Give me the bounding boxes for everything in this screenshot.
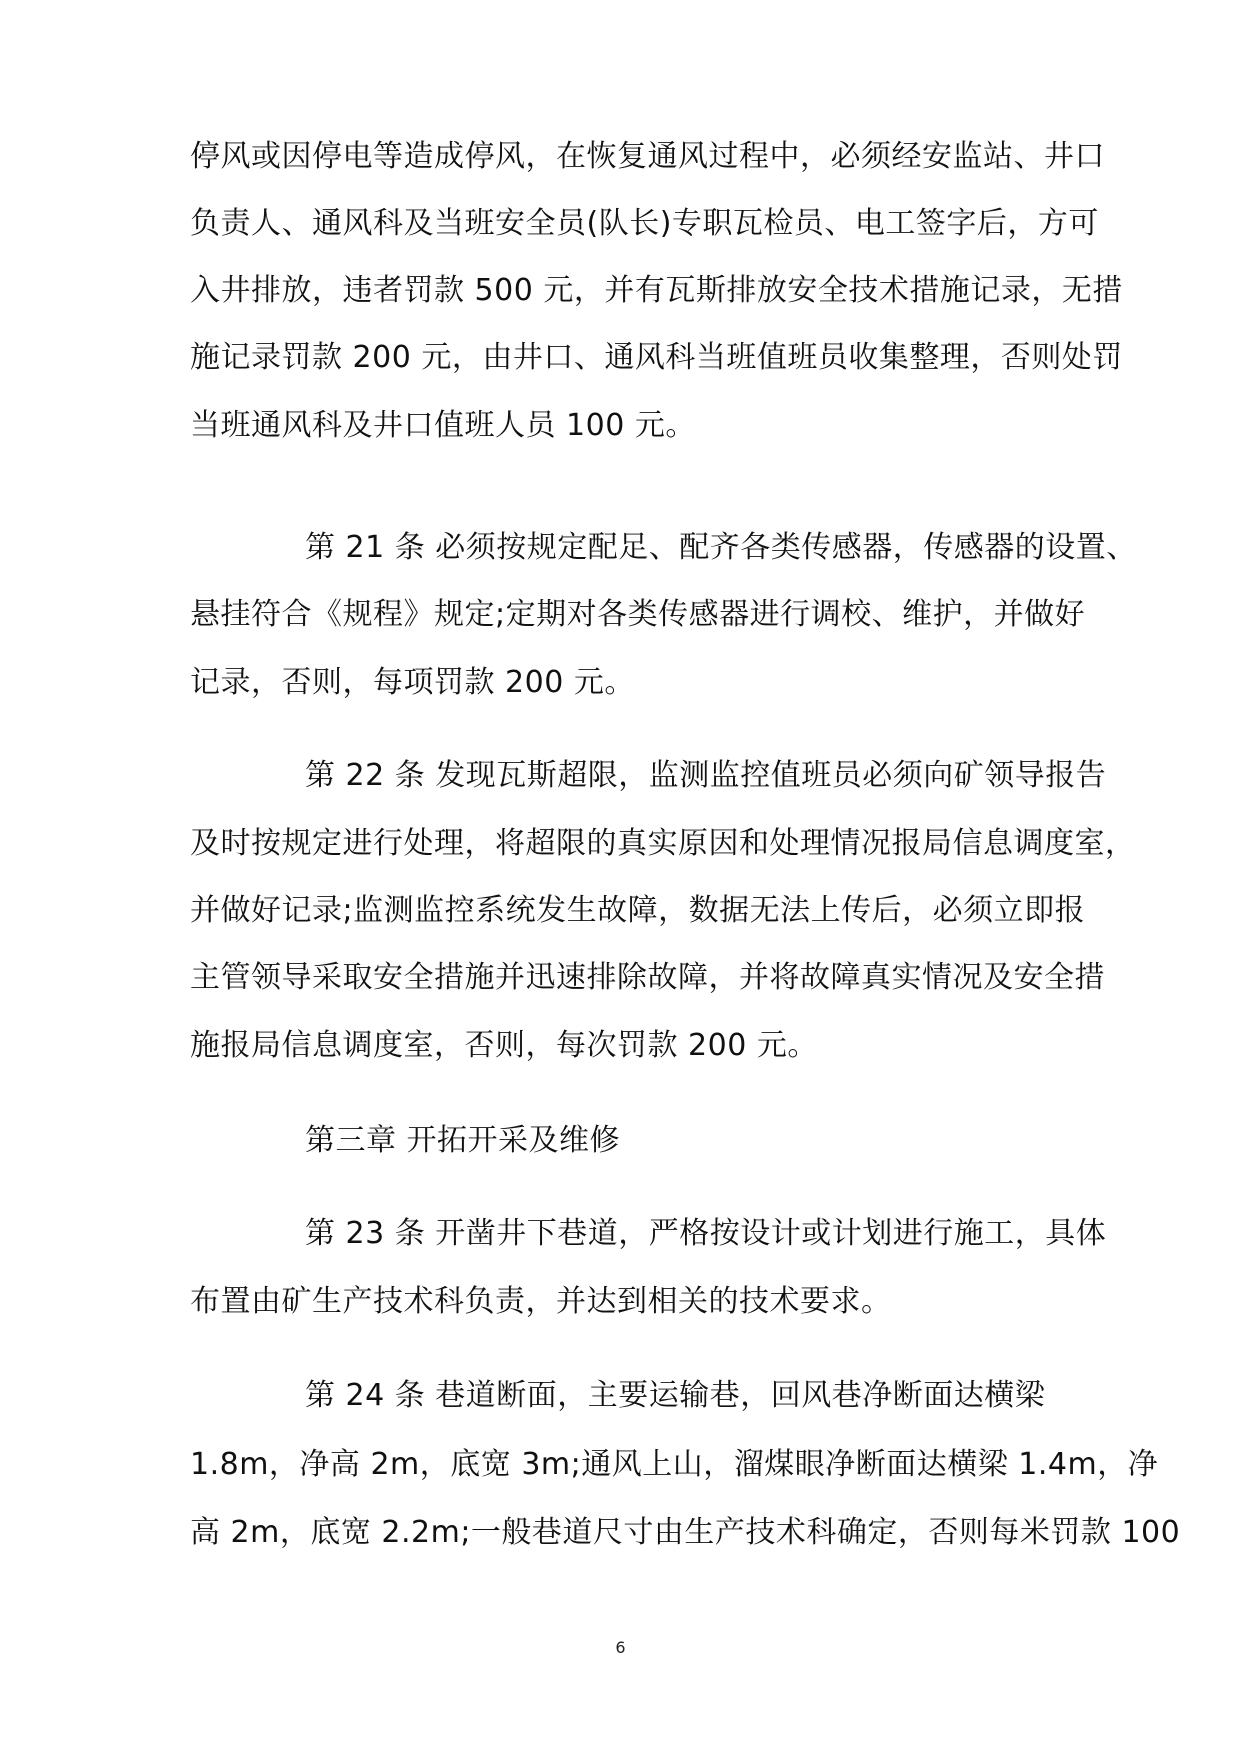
text-line: 高 2m，底宽 2.2m;一般巷道尺寸由生产技术科确定，否则每米罚款 100 [190, 1515, 1181, 1550]
text-line: 停风或因停电等造成停风，在恢复通风过程中，必须经安监站、井口 [190, 139, 1105, 174]
chapter-three-heading: 第三章 开拓开采及维修 [305, 1123, 621, 1158]
text-line: 记录，否则，每项罚款 200 元。 [190, 665, 635, 700]
text-line: 施报局信息调度室，否则，每次罚款 200 元。 [190, 1028, 818, 1063]
article-21-heading-line: 第 21 条 必须按规定配足、配齐各类传感器，传感器的设置、 [305, 530, 1137, 565]
text-line: 入井排放，违者罚款 500 元，并有瓦斯排放安全技术措施记录，无措 [190, 273, 1123, 308]
page-number: 6 [615, 1638, 626, 1657]
text-line: 主管领导采取安全措施并迅速排除故障，并将故障真实情况及安全措 [190, 960, 1105, 995]
text-line: 施记录罚款 200 元，由井口、通风科当班值班员收集整理，否则处罚 [190, 340, 1123, 375]
article-23-heading-line: 第 23 条 开凿井下巷道，严格按设计或计划进行施工，具体 [305, 1216, 1107, 1251]
article-22-heading-line: 第 22 条 发现瓦斯超限，监测监控值班员必须向矿领导报告 [305, 758, 1107, 793]
text-line: 及时按规定进行处理，将超限的真实原因和处理情况报局信息调度室， [190, 826, 1136, 861]
text-line: 悬挂符合《规程》规定;定期对各类传感器进行调校、维护，并做好 [190, 597, 1086, 632]
text-line: 并做好记录;监测监控系统发生故障，数据无法上传后，必须立即报 [190, 893, 1086, 928]
text-line: 布置由矿生产技术科负责，并达到相关的技术要求。 [190, 1284, 892, 1319]
text-line: 负责人、通风科及当班安全员(队长)专职瓦检员、电工签字后，方可 [190, 206, 1099, 241]
text-line: 1.8m，净高 2m，底宽 3m;通风上山，溜煤眼净断面达横梁 1.4m，净 [190, 1447, 1159, 1482]
article-24-heading-line: 第 24 条 巷道断面，主要运输巷，回风巷净断面达横梁 [305, 1378, 1046, 1413]
text-line: 当班通风科及井口值班人员 100 元。 [190, 408, 696, 443]
